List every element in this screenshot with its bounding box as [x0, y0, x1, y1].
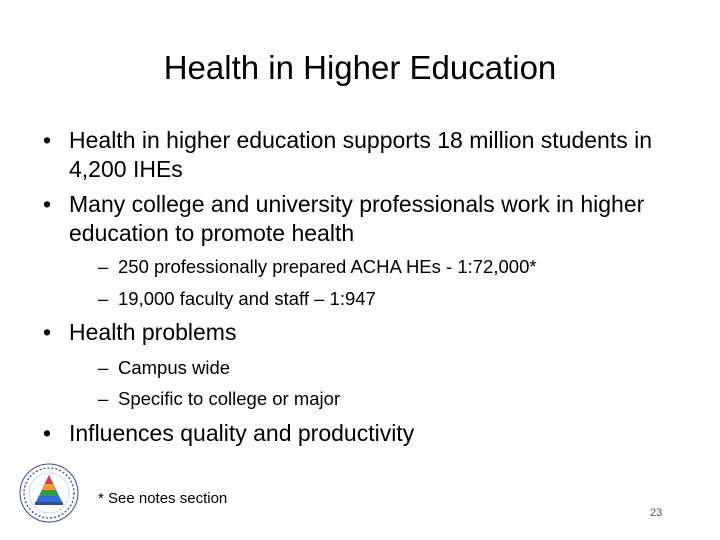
sub-bullet-item — [98, 284, 658, 314]
sub-bullet-marker: – — [98, 288, 109, 309]
bullet-item — [43, 318, 673, 347]
bullet-item — [43, 126, 673, 184]
bullet-marker: • — [43, 191, 52, 217]
bullet-marker: • — [43, 319, 52, 345]
sub-bullet-marker: – — [98, 256, 109, 277]
sub-bullet-text: Specific to college or major — [118, 388, 341, 409]
bullet-text: Health problems — [69, 319, 237, 345]
footnote: * See notes section — [98, 490, 228, 507]
sub-bullet-item — [98, 384, 658, 414]
page-number: 23 — [650, 507, 663, 519]
sub-bullet-text: 250 professionally prepared ACHA HEs - 1:72,000* — [118, 256, 537, 277]
bullet-item — [43, 419, 673, 448]
sub-bullet-marker: – — [98, 388, 109, 409]
sub-bullet-item — [98, 252, 658, 282]
bullet-item — [43, 190, 673, 248]
bullet-marker: • — [43, 420, 52, 446]
bullet-text: Many college and university professionals work in higher education to promote health — [69, 191, 645, 246]
sub-bullet-text: Campus wide — [118, 357, 231, 378]
bullet-text: Influences quality and productivity — [69, 420, 415, 446]
pyramid-seal-logo-icon — [18, 462, 80, 524]
bullet-marker: • — [43, 127, 52, 153]
sub-bullet-item — [98, 353, 658, 383]
bullet-text: Health in higher education supports 18 million students in 4,200 IHEs — [69, 127, 653, 182]
sub-bullet-marker: – — [98, 357, 109, 378]
slide-title: Health in Higher Education — [163, 49, 557, 86]
sub-bullet-text: 19,000 faculty and staff – 1:947 — [118, 288, 376, 309]
